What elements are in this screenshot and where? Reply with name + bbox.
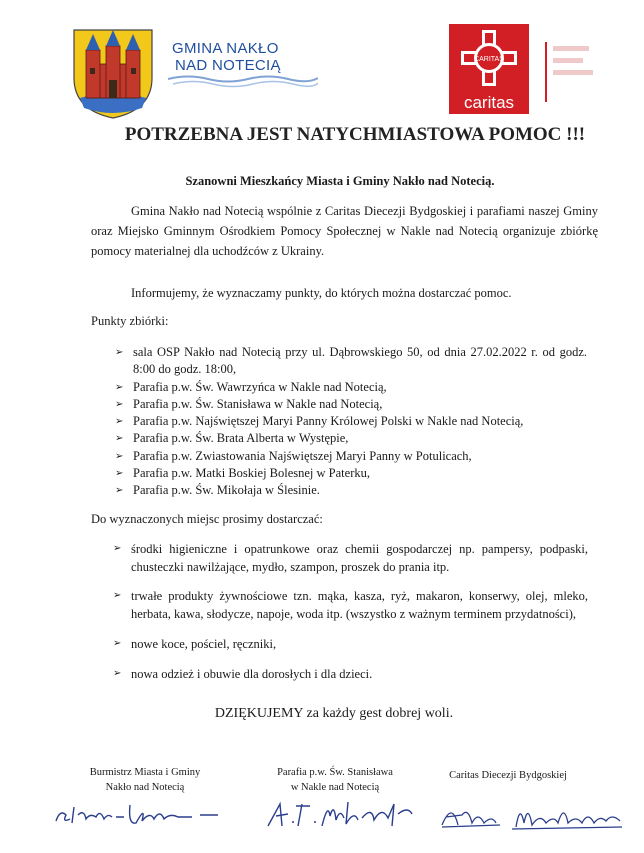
info-paragraph: Informujemy, że wyznaczamy punkty, do których można dostarczać pomoc. [131,286,512,300]
list-item: ➢ Parafia p.w. Św. Mikołaja w Ślesinie. [115,482,587,499]
arrow-bullet-icon: ➢ [115,433,124,445]
list-item: ➢ Parafia p.w. Zwiastowania Najświętszej Maryi Panny w Potulicach, [115,448,587,465]
list-item: ➢ nowa odzież i obuwie dla dorosłych i dla dzieci. [113,667,373,681]
mayor-signature-label: Burmistrz Miasta i Gminy Nakło nad Notecią [89,767,201,793]
gmina-name-line1: GMINA NAKŁO [172,40,279,57]
arrow-bullet-icon: ➢ [115,468,124,480]
list-item: ➢ Parafia p.w. Matki Boskiej Bolesnej w Paterku, [115,465,587,482]
list-item: ➢ środki higieniczne i opatrunkowe oraz chemii gospodarczej np. pampersy, podpaski, chusteczki nawilżające, mydło, szampon, proszek do prania itp. [113,542,588,574]
parish-handwritten-signature [262,796,420,832]
page-title: POTRZEBNA JEST NATYCHMIASTOWA POMOC !!! [124,124,586,145]
wave-decoration-icon [168,74,318,88]
intro-paragraph: Gmina Nakło nad Notecią wspólnie z Caritas Diecezji Bydgoskiej i parafiami naszej Gminy oraz Miejsko Gminnym Ośrodkiem Pomocy Społecznej w Nakle nad Notecią organizuje zbiórkę pomocy materialnej dla uchodźców z Ukrainy. [91,204,598,258]
arrow-bullet-icon: ➢ [113,590,122,601]
caritas-faint-subtitle-decoration [553,44,613,94]
list-item: ➢ Parafia p.w. Św. Brata Alberta w Występie, [115,430,587,447]
list-item: ➢ sala OSP Nakło nad Notecią przy ul. Dąbrowskiego 50, od dnia 27.02.2022 r. od godz. 8:00 do godz. 18:00, [115,345,587,377]
arrow-bullet-icon: ➢ [115,485,124,497]
arrow-bullet-icon: ➢ [115,416,124,428]
caritas-signature-label: Caritas Diecezji Bydgoskiej [449,770,567,781]
gmina-name-line2: NAD NOTECIĄ [175,57,281,74]
collection-points-list [115,344,587,500]
greeting: Szanowni Mieszkańcy Miasta i Gminy Nakło nad Notecią. [185,174,495,188]
caritas-handwritten-signature [436,797,626,833]
points-heading: Punkty zbiórki: [91,314,169,328]
mayor-handwritten-signature [50,795,225,829]
list-item: ➢ trwałe produkty żywnościowe tzn. mąka, kasza, ryż, makaron, konserwy, olej, mleko, herbata, kawa, słodycze, napoje, woda itp. (wszystko z ważnym terminem przydatności), [113,589,588,621]
caritas-cross-text: CARITAS [474,56,504,63]
list-item: ➢ Parafia p.w. Św. Wawrzyńca w Nakle nad Notecią, [115,379,587,396]
gmina-name-logotype [172,40,322,74]
arrow-bullet-icon: ➢ [113,638,122,649]
arrow-bullet-icon: ➢ [115,381,124,393]
thanks-line: DZIĘKUJEMY za każdy gest dobrej woli. [214,706,454,721]
arrow-bullet-icon: ➢ [115,450,124,462]
list-item: ➢ nowe koce, pościel, ręczniki, [113,637,277,651]
deliver-heading: Do wyznaczonych miejsc prosimy dostarczać: [91,512,323,526]
caritas-wordmark: caritas [449,92,529,114]
parish-signature-label: Parafia p.w. Św. Stanisława w Nakle nad Notecią [277,767,393,793]
list-item: ➢ Parafia p.w. Św. Stanisława w Nakle nad Notecią, [115,396,587,413]
caritas-divider [545,42,547,102]
list-item: ➢ Parafia p.w. Najświętszej Maryi Panny Królowej Polski w Nakle nad Notecią, [115,413,587,430]
arrow-bullet-icon: ➢ [115,347,124,358]
arrow-bullet-icon: ➢ [113,543,122,554]
donation-items-list [113,540,588,683]
arrow-bullet-icon: ➢ [115,398,124,410]
arrow-bullet-icon: ➢ [113,668,122,679]
gmina-coat-of-arms-logo [72,28,154,120]
